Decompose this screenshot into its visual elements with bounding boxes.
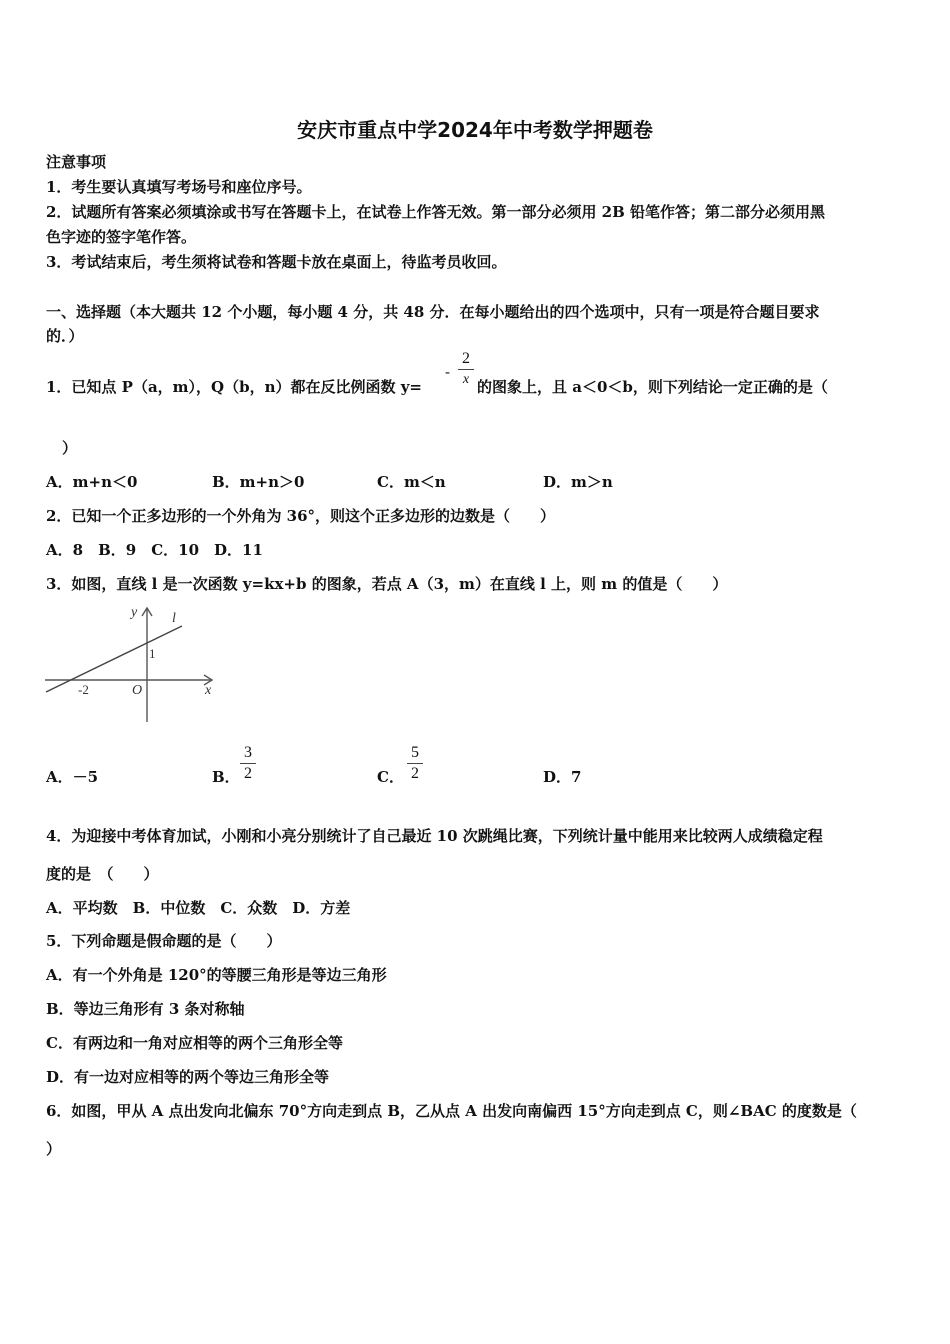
q3-option-a: A．－5 (46, 768, 99, 786)
q1-fraction-denominator: x (462, 372, 470, 387)
page-title: 安庆市重点中学2024年中考数学押题卷 (297, 118, 653, 142)
q2-stem: 2．已知一个正多边形的一个外角为 36°，则这个正多边形的边数是（ ） (46, 507, 556, 525)
q5-option-b: B．等边三角形有 3 条对称轴 (46, 1000, 245, 1018)
q1-fraction-numerator: 2 (462, 350, 470, 367)
q3-option-c-label: C． (377, 768, 404, 786)
q1-option-b: B．m+n＞0 (212, 473, 305, 491)
q1-stem-close: ） (62, 439, 78, 457)
q3-option-b-numerator: 3 (244, 744, 252, 761)
notice-item: 2．试题所有答案必须填涂或书写在答题卡上，在试卷上作答无效。第一部分必须用 2B 铅笔作答；第二部分必须用黑 (46, 203, 826, 221)
q1-option-d: D．m＞n (543, 473, 613, 491)
q5-stem: 5．下列命题是假命题的是（ ） (46, 932, 282, 950)
q3-option-b-label: B． (212, 768, 240, 786)
y-axis-label: y (131, 605, 138, 620)
q3-option-c-numerator: 5 (411, 744, 419, 761)
notice-item: 3．考试结束后，考生须将试卷和答题卡放在桌面上，待监考员收回。 (46, 253, 507, 271)
q1-option-c: C．m＜n (377, 473, 446, 491)
q1-stem: 1．已知点 P（a，m），Q（b，n）都在反比例函数 y= (46, 378, 422, 396)
fraction-bar (240, 763, 256, 764)
q6-stem: 6．如图，甲从 A 点出发向北偏东 70°方向走到点 B，乙从点 A 出发向南偏西 15°方向走到点 C，则∠BAC 的度数是（ (46, 1102, 857, 1120)
section-heading-cont: 的．） (46, 327, 84, 345)
q3-linear-function-graph (40, 600, 225, 725)
q3-option-b-fraction (240, 744, 256, 783)
notice-item: 色字迹的签字笔作答。 (46, 228, 197, 246)
q4-stem: 4．为迎接中考体育加试，小刚和小亮分别统计了自己最近 10 次跳绳比赛，下列统计量中能用来比较两人成绩稳定程 (46, 827, 823, 845)
origin-label: O (132, 683, 143, 698)
notice-item: 1．考生要认真填写考场号和座位序号。 (46, 178, 312, 196)
q3-option-d: D．7 (543, 768, 582, 786)
x-intercept-label: -2 (78, 682, 89, 697)
line-l-label: l (172, 611, 176, 626)
fraction-bar (407, 763, 423, 764)
q4-stem-cont: 度的是 （ ） (46, 865, 159, 883)
q5-option-c: C．有两边和一角对应相等的两个三角形全等 (46, 1034, 343, 1052)
section-heading: 一、选择题（本大题共 12 个小题，每小题 4 分，共 48 分．在每小题给出的四个选项中，只有一项是符合题目要求 (46, 303, 820, 321)
q1-stem-cont: 的图象上，且 a＜0＜b，则下列结论一定正确的是（ (477, 378, 828, 396)
y-intercept-label: 1 (149, 646, 156, 661)
x-axis-label: x (205, 683, 212, 698)
q5-option-a: A．有一个外角是 120°的等腰三角形是等边三角形 (46, 966, 387, 984)
line-l (46, 626, 182, 692)
q3-option-c-denominator: 2 (411, 765, 419, 782)
q6-stem-cont: ） (46, 1140, 62, 1158)
q3-option-b-denominator: 2 (244, 765, 252, 782)
notice-heading: 注意事项 (46, 153, 107, 171)
q3-stem: 3．如图，直线 l 是一次函数 y=kx+b 的图象，若点 A（3，m）在直线 l 上，则 m 的值是（ ） (46, 575, 728, 593)
q1-fraction-sign: - (445, 363, 451, 381)
q1-fraction (458, 350, 474, 389)
q4-options: A．平均数 B．中位数 C．众数 D．方差 (46, 899, 351, 917)
q1-option-a: A．m+n＜0 (46, 473, 138, 491)
q2-options: A．8 B．9 C．10 D．11 (46, 541, 263, 559)
q5-option-d: D．有一边对应相等的两个等边三角形全等 (46, 1068, 330, 1086)
q3-option-c-fraction (407, 744, 423, 783)
fraction-bar (458, 369, 474, 370)
